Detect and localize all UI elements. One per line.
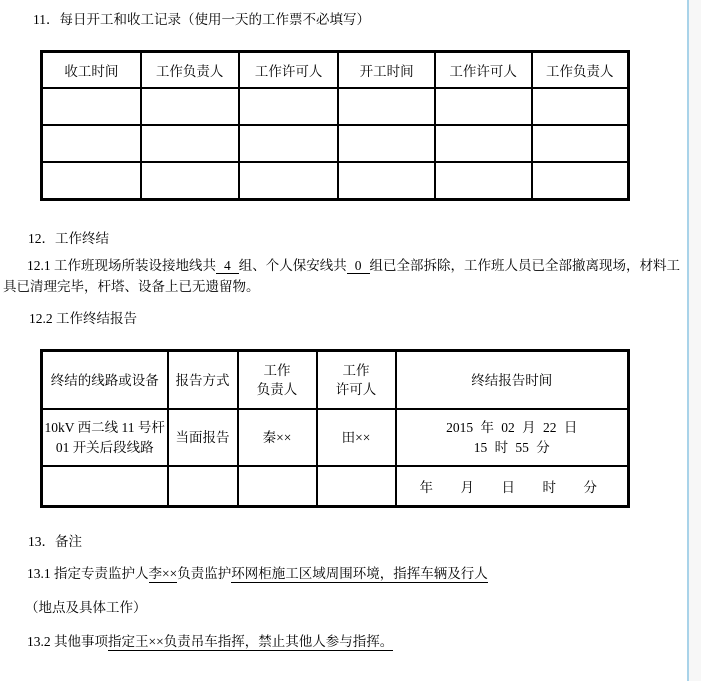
header-line: 工作 [342, 363, 370, 378]
time-line: 2015 年 02 月 22 日 [446, 419, 578, 435]
empty-cell [141, 162, 239, 200]
report-method-cell: 当面报告 [168, 409, 238, 466]
header-line: 许可人 [335, 382, 377, 397]
empty-cell [532, 125, 629, 162]
empty-cell [42, 88, 141, 125]
empty-cell [317, 466, 396, 507]
empty-cell [239, 162, 339, 200]
empty-cell [435, 125, 532, 162]
header-cell-report-time: 终结报告时间 [396, 351, 629, 410]
report-time-cell [396, 409, 629, 466]
guard-scope: 环网柜施工区域周围环境，指挥车辆及行人 [231, 566, 488, 581]
section-11-heading: 11．每日开工和收工记录（使用一天的工作票不必填写） [33, 12, 370, 27]
time-line: 15 时 55 分 [473, 439, 550, 455]
empty-cell [532, 162, 629, 200]
empty-cell [238, 466, 317, 507]
empty-cell [42, 162, 141, 200]
clause-13-1-prefix: 13.1 指定专责监护人 [27, 566, 149, 581]
header-cell-work-leader [238, 351, 317, 410]
table-header-row [42, 52, 629, 89]
clause-12-1-prefix: 12.1 工作班现场所装设接地线共 [27, 258, 216, 273]
ground-wire-groups-value: 4 [216, 258, 239, 274]
table-row [42, 88, 629, 125]
table-header-row [42, 351, 629, 410]
empty-cell [338, 125, 434, 162]
empty-cell [141, 125, 239, 162]
empty-cell [141, 88, 239, 125]
page-edge [687, 0, 701, 681]
empty-cell [42, 125, 141, 162]
empty-cell [42, 466, 168, 507]
empty-cell [239, 88, 339, 125]
device-line: 10kV 西二线 11 号杆 [44, 419, 165, 435]
empty-cell [435, 88, 532, 125]
clause-13-1-middle: 负责监护 [177, 566, 232, 581]
clause-13-2-prefix: 13.2 其他事项 [27, 634, 108, 649]
work-leader-cell: 秦×× [238, 409, 317, 466]
header-cell-start-time: 开工时间 [338, 52, 434, 89]
header-line: 负责人 [256, 382, 298, 397]
time-placeholder-cell: 年 月 日 时 分 [396, 466, 629, 507]
empty-cell [435, 162, 532, 200]
table-data-row [42, 409, 629, 466]
header-line: 工作 [263, 363, 291, 378]
header-cell-work-leader: 工作负责人 [141, 52, 239, 89]
clause-12-1 [3, 255, 683, 297]
header-cell-work-permitter [317, 351, 396, 410]
header-cell-terminated-line: 终结的线路或设备 [42, 351, 168, 410]
empty-cell [239, 125, 339, 162]
header-cell-stop-time: 收工时间 [42, 52, 141, 89]
empty-cell [532, 88, 629, 125]
table-row [42, 125, 629, 162]
empty-cell [168, 466, 238, 507]
daily-start-stop-record-table [40, 50, 630, 201]
header-cell-report-method: 报告方式 [168, 351, 238, 410]
device-line: 01 开关后段线路 [55, 439, 154, 455]
table-empty-row [42, 466, 629, 507]
location-note: （地点及具体工作） [25, 600, 147, 615]
empty-cell [338, 162, 434, 200]
empty-cell [338, 88, 434, 125]
section-13-heading: 13．备注 [28, 534, 82, 549]
section-12-heading: 12．工作终结 [28, 231, 109, 246]
clause-13-1 [27, 562, 488, 582]
personal-guard-groups-value: 0 [347, 258, 370, 274]
section-12-2-heading: 12.2 工作终结报告 [29, 311, 137, 326]
header-cell-work-leader-2: 工作负责人 [532, 52, 629, 89]
terminated-line-cell [42, 409, 168, 466]
clause-12-1-suffix: 组已全部拆除，工作班人员已全部撤离现场，材料工具已清理完毕，杆塔、设备上已无遗留物。 [3, 258, 680, 294]
clause-12-1-middle: 组、个人保安线共 [238, 258, 347, 273]
header-cell-work-permitter: 工作许可人 [239, 52, 339, 89]
guardian-name: 李×× [148, 566, 178, 581]
table-row [42, 162, 629, 200]
work-termination-report-table [40, 349, 630, 508]
header-cell-work-permitter-2: 工作许可人 [435, 52, 532, 89]
clause-13-2 [27, 630, 393, 650]
other-item-text: 指定王××负责吊车指挥，禁止其他人参与指挥。 [108, 634, 394, 649]
work-permitter-cell: 田×× [317, 409, 396, 466]
